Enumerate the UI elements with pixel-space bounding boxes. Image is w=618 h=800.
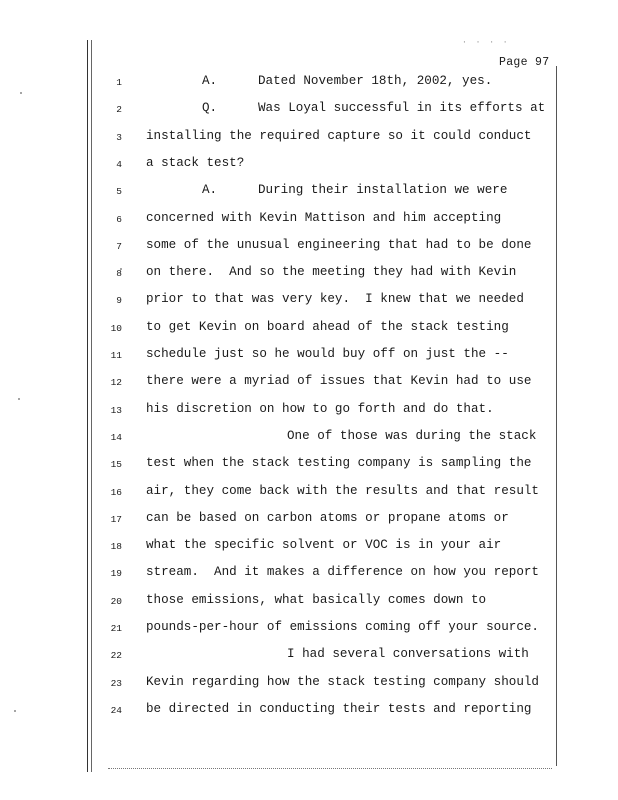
line-text: his discretion on how to go forth and do that.: [146, 401, 494, 416]
scan-speck: [18, 398, 20, 400]
line-number: 5: [116, 186, 122, 198]
line-number: 20: [110, 595, 122, 607]
line-text: test when the stack testing company is sampling the: [146, 456, 532, 471]
line-number: 10: [110, 322, 122, 334]
line-number: 15: [110, 459, 122, 471]
line-number: 9: [116, 295, 122, 307]
line-number: 2: [116, 104, 122, 116]
transcript-line: [0, 183, 618, 203]
transcript-line: [0, 647, 618, 667]
transcript-line: [0, 129, 618, 149]
page-number: Page 97: [499, 56, 550, 69]
line-number: 4: [116, 158, 122, 170]
transcript-line: [0, 456, 618, 476]
line-number: 23: [110, 677, 122, 689]
line-text: on there. And so the meeting they had with Kevin: [146, 265, 517, 280]
line-text: Kevin regarding how the stack testing company should: [146, 674, 539, 689]
line-text: be directed in conducting their tests and reporting: [146, 701, 532, 716]
line-number: 24: [110, 704, 122, 716]
line-number: 21: [110, 623, 122, 634]
line-number: 16: [110, 486, 122, 498]
line-text: installing the required capture so it could conduct: [146, 128, 532, 143]
line-text: During their installation we were: [258, 183, 508, 198]
line-text: those emissions, what basically comes down to: [146, 592, 487, 607]
transcript-line: [0, 593, 618, 613]
line-text: pounds-per-hour of emissions coming off your source.: [146, 620, 539, 634]
transcript-line: [0, 511, 618, 531]
line-number: 18: [110, 541, 122, 553]
line-text: air, they come back with the results and that result: [146, 483, 539, 498]
transcript-line: [0, 211, 618, 231]
transcript-line: [0, 429, 618, 449]
transcript-line: [0, 320, 618, 340]
line-text: some of the unusual engineering that had to be done: [146, 237, 532, 252]
transcript-line: [0, 702, 618, 722]
line-text: what the specific solvent or VOC is in your air: [146, 538, 502, 553]
transcript-line: [0, 156, 618, 176]
speaker-label: A.: [202, 183, 218, 198]
line-number: 11: [110, 350, 122, 361]
transcript-line: [0, 565, 618, 585]
transcript-line: [0, 675, 618, 695]
line-text: to get Kevin on board ahead of the stack testing: [146, 319, 509, 334]
line-text: prior to that was very key. I knew that we needed: [146, 292, 524, 307]
line-text: concerned with Kevin Mattison and him accepting: [146, 210, 502, 225]
transcript-line: [0, 402, 618, 422]
transcript-line: [0, 620, 618, 640]
line-text: a stack test?: [146, 155, 245, 170]
line-text: there were a myriad of issues that Kevin had to use: [146, 374, 532, 389]
line-text: can be based on carbon atoms or propane atoms or: [146, 510, 509, 525]
line-number: 13: [110, 404, 122, 416]
line-number: 17: [110, 513, 122, 525]
line-number: 1: [116, 77, 122, 88]
line-number: 6: [116, 213, 122, 225]
line-number: 3: [116, 131, 122, 143]
transcript-line: [0, 538, 618, 558]
transcript-line: [0, 374, 618, 394]
line-number: 7: [116, 240, 122, 252]
line-text: Dated November 18th, 2002, yes.: [258, 74, 493, 88]
line-number: 22: [110, 650, 122, 662]
transcript-line: [0, 101, 618, 121]
transcript-line: [0, 484, 618, 504]
transcript-line: [0, 292, 618, 312]
transcript-line: [0, 265, 618, 285]
transcript-line: [0, 238, 618, 258]
line-text: Was Loyal successful in its efforts at: [258, 101, 546, 116]
scan-artifact-marks: · · · ·: [462, 38, 510, 47]
speaker-label: A.: [202, 74, 218, 88]
speaker-label: Q.: [202, 101, 218, 116]
bottom-dotted-rule: [108, 768, 552, 770]
transcript-line: [0, 347, 618, 367]
line-number: 8: [116, 268, 122, 280]
line-text: One of those was during the stack: [287, 428, 537, 443]
line-text: I had several conversations with: [287, 647, 529, 662]
line-number: 12: [110, 377, 122, 389]
line-number: 14: [110, 431, 122, 443]
line-number: 19: [110, 568, 122, 580]
line-text: stream. And it makes a difference on how you report: [146, 565, 539, 580]
line-text: schedule just so he would buy off on just the --: [146, 347, 509, 361]
transcript-line: [0, 74, 618, 94]
